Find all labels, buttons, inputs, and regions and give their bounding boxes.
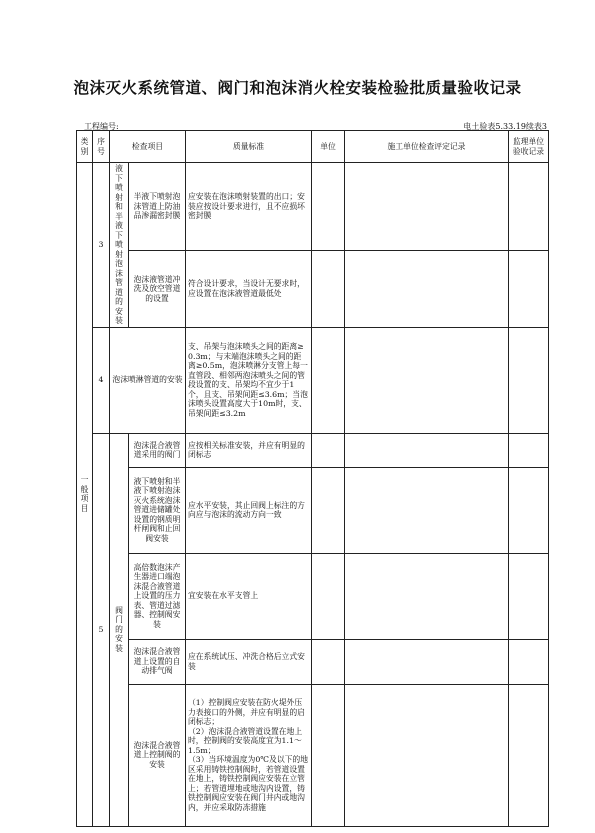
item5-sub2-item: 液下喷射和半液下喷射泡沫灭火系统泡沫管道进储罐处设置的钢质明杆闸阀和止回阀安装 (129, 467, 186, 553)
item5-sub2-std: 应水平安装，其止回阀上标注的方向应与泡沫的流动方向一致 (186, 467, 312, 553)
seq-5: 5 (93, 433, 110, 826)
seq-4: 4 (93, 327, 110, 433)
item4-std: 支、吊架与泡沫喷头之间的距离≥0.3m；与末端泡沫喷头之间的距离≥0.5m，泡沫喷淋分支管上每一直管段、相邻两泡沫喷头之间的管段设置的支、吊架均不宜少于1个，且支、吊架间距≤3.6m；当泡沫喷头设置高度大于10m时，支、吊架间距≤3.2m (186, 327, 312, 433)
unit-cell[interactable] (312, 639, 345, 684)
supervisor-cell[interactable] (509, 433, 549, 467)
item3-group: 液下喷射和半液下喷射泡沫管道的安装 (110, 163, 129, 328)
item3-sub2-std: 符合设计要求，当设计无要求时，应设置在泡沫液管道最低处 (186, 251, 312, 327)
header-seq: 序号 (93, 131, 110, 163)
seq-3: 3 (93, 163, 110, 328)
supervisor-cell[interactable] (509, 684, 549, 826)
supervisor-cell[interactable] (509, 639, 549, 684)
page-title: 泡沫灭火系统管道、阀门和泡沫消火栓安装检验批质量验收记录 (73, 79, 522, 97)
header-category: 类别 (77, 131, 93, 163)
item3-sub1-std: 应安装在泡沫喷射装置的出口；安装应按设计要求进行，且不应损坏密封膜 (186, 163, 312, 251)
inspection-table (76, 130, 549, 827)
item5-sub5-item: 泡沫混合液管道上控制阀的安装 (129, 684, 186, 826)
eval-cell[interactable] (345, 639, 509, 684)
project-no-label: 工程编号: (84, 122, 119, 131)
unit-cell[interactable] (312, 467, 345, 553)
supervisor-cell[interactable] (509, 327, 549, 433)
header-standard: 质量标准 (186, 131, 312, 163)
eval-cell[interactable] (345, 553, 509, 639)
supervisor-cell[interactable] (509, 251, 549, 327)
table-row (77, 433, 549, 467)
header-unit: 单位 (312, 131, 345, 163)
item5-sub1-item: 泡沫混合液管道采用的阀门 (129, 433, 186, 467)
table-row (77, 553, 549, 639)
unit-cell[interactable] (312, 327, 345, 433)
supervisor-cell[interactable] (509, 163, 549, 251)
item5-sub4-std: 应在系统试压、冲洗合格后立式安装 (186, 639, 312, 684)
item5-sub3-std: 宜安装在水平支管上 (186, 553, 312, 639)
eval-cell[interactable] (345, 467, 509, 553)
eval-cell[interactable] (345, 684, 509, 826)
table-row (77, 163, 549, 251)
item4-item: 泡沫喷淋管道的安装 (110, 327, 186, 433)
unit-cell[interactable] (312, 553, 345, 639)
eval-cell[interactable] (345, 433, 509, 467)
eval-cell[interactable] (345, 327, 509, 433)
item5-group: 阀门的安装 (110, 433, 129, 826)
item5-sub1-std: 应按相关标准安装，并应有明显的闭标志 (186, 433, 312, 467)
category-general: 一般项目 (77, 163, 93, 827)
header-eval: 施工单位检查评定记录 (345, 131, 509, 163)
table-row (77, 467, 549, 553)
item5-sub3-item: 高倍数泡沫产生器进口端泡沫混合液管道上设置的压力表、管道过滤器、控制阀安装 (129, 553, 186, 639)
table-header-row (77, 131, 549, 163)
unit-cell[interactable] (312, 684, 345, 826)
supervisor-cell[interactable] (509, 467, 549, 553)
item5-sub4-item: 泡沫混合液管道上设置的自动排气阀 (129, 639, 186, 684)
table-row (77, 251, 549, 327)
unit-cell[interactable] (312, 433, 345, 467)
item3-sub1-item: 半液下喷射泡沫管道上防油品渗漏密封膜 (129, 163, 186, 251)
header-supervisor: 监理单位验收记录 (509, 131, 549, 163)
unit-cell[interactable] (312, 163, 345, 251)
unit-cell[interactable] (312, 251, 345, 327)
item5-sub5-std: （1）控制阀应安装在防火堤外压力表接口的外侧，并应有明显的启闭标志； （2）泡沫混合液管道设置在地上时，控制阀的安装高度宜为1.1～1.5m； （3）当环境温度为0℃及以下的地区采用铸铁控制阀时，若管道设置在地上，铸铁控制阀应安装在立管上；若管道埋地或地沟内设置，铸铁控制阀应安装在阀门井内或地沟内，并应采取防冻措施 (186, 684, 312, 826)
item3-sub2-item: 泡沫液管道冲洗及放空管道的设置 (129, 251, 186, 327)
table-row (77, 327, 549, 433)
table-row (77, 684, 549, 826)
supervisor-cell[interactable] (509, 553, 549, 639)
form-code: 电土验表5.33.19续表3 (463, 122, 547, 131)
eval-cell[interactable] (345, 251, 509, 327)
eval-cell[interactable] (345, 163, 509, 251)
table-row (77, 639, 549, 684)
header-item: 检查项目 (110, 131, 186, 163)
